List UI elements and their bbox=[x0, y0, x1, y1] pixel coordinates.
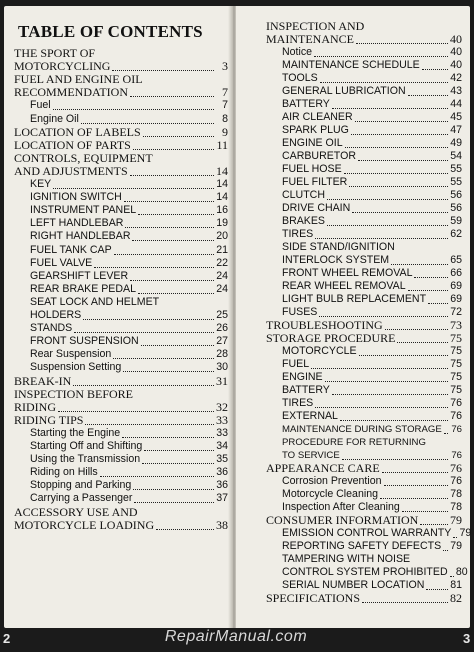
toc-entry-page: 72 bbox=[450, 306, 462, 318]
toc-entry-page: 33 bbox=[216, 412, 228, 427]
toc-entry[interactable] bbox=[30, 427, 228, 440]
dot-leader bbox=[332, 394, 448, 395]
dot-leader bbox=[420, 524, 448, 525]
toc-entry[interactable] bbox=[282, 150, 462, 163]
toc-entry-page: 7 bbox=[222, 85, 228, 100]
toc-entry-label: LOCATION OF LABELS bbox=[14, 124, 141, 139]
toc-entry-page: 76 bbox=[450, 410, 462, 422]
toc-entry-label: TROUBLESHOOTING bbox=[266, 318, 383, 332]
toc-entry[interactable] bbox=[282, 475, 462, 488]
toc-entry-label: Corrosion Prevention bbox=[282, 475, 382, 487]
dot-leader bbox=[402, 511, 448, 512]
toc-entry-page: 9 bbox=[222, 124, 228, 139]
toc-entry-label: Suspension Setting bbox=[30, 361, 122, 374]
dot-leader bbox=[359, 355, 448, 356]
toc-entry-line: ACCESSORY USE AND bbox=[14, 504, 138, 519]
toc-entry-page: 69 bbox=[450, 293, 462, 305]
toc-entry-page: 75 bbox=[450, 384, 462, 396]
dot-leader bbox=[391, 264, 448, 265]
toc-entry[interactable] bbox=[282, 267, 462, 280]
toc-entry-page: 44 bbox=[450, 98, 462, 110]
toc-entry-label: CARBURETOR bbox=[282, 150, 356, 162]
dot-leader bbox=[112, 70, 214, 71]
toc-entry-label: LEFT HANDLEBAR bbox=[30, 217, 124, 230]
toc-entry[interactable] bbox=[282, 137, 462, 150]
toc-entry-label: TIRES bbox=[282, 397, 314, 409]
toc-entry-page: 16 bbox=[216, 204, 228, 217]
toc-entry-page: 76 bbox=[451, 424, 462, 435]
toc-entry-label: CLUTCH bbox=[282, 189, 325, 201]
toc-entry[interactable] bbox=[282, 358, 462, 371]
dot-leader bbox=[453, 537, 457, 538]
dot-leader bbox=[113, 358, 214, 359]
toc-entry-page: 62 bbox=[450, 228, 462, 240]
dot-leader bbox=[122, 437, 214, 438]
toc-entry-page: 14 bbox=[216, 178, 228, 190]
dot-leader bbox=[73, 385, 214, 386]
toc-entry[interactable] bbox=[30, 230, 228, 243]
right-page-number: 3 bbox=[463, 631, 471, 646]
toc-title: TABLE OF CONTENTS bbox=[18, 22, 203, 41]
dot-leader bbox=[358, 160, 448, 161]
toc-entry-label: IGNITION SWITCH bbox=[30, 191, 122, 204]
toc-entry[interactable] bbox=[282, 46, 462, 59]
toc-entry[interactable] bbox=[282, 189, 462, 202]
dot-leader bbox=[311, 368, 448, 369]
toc-entry-line: SIDE STAND/IGNITION bbox=[282, 241, 395, 253]
toc-entry-page: 45 bbox=[450, 111, 462, 123]
toc-entry-page: 43 bbox=[450, 85, 462, 97]
toc-entry-page: 32 bbox=[216, 399, 228, 414]
toc-entry-label: BATTERY bbox=[282, 384, 330, 396]
dot-leader bbox=[156, 529, 214, 530]
toc-entry-page: 25 bbox=[216, 309, 228, 321]
toc-entry-label: FRONT WHEEL REMOVAL bbox=[282, 267, 413, 279]
toc-entry[interactable] bbox=[282, 540, 462, 553]
toc-entry[interactable] bbox=[282, 566, 468, 579]
toc-entry[interactable] bbox=[266, 332, 462, 345]
dot-leader bbox=[74, 332, 214, 333]
toc-entry[interactable] bbox=[282, 111, 462, 124]
toc-entry-page: 38 bbox=[216, 517, 228, 532]
toc-entry[interactable] bbox=[14, 126, 228, 139]
toc-entry[interactable] bbox=[282, 202, 462, 215]
dot-leader bbox=[422, 69, 448, 70]
toc-entry[interactable] bbox=[266, 592, 462, 605]
dot-leader bbox=[414, 277, 448, 278]
toc-entry[interactable] bbox=[14, 139, 228, 152]
toc-entry-page: 24 bbox=[216, 269, 228, 282]
left-page bbox=[4, 6, 232, 628]
toc-entry-page: 24 bbox=[216, 282, 228, 295]
dot-leader bbox=[138, 214, 214, 215]
dot-leader bbox=[132, 240, 214, 241]
dot-leader bbox=[53, 188, 214, 189]
toc-entry-page: 28 bbox=[216, 348, 228, 361]
toc-entry-label: INSTRUMENT PANEL bbox=[30, 204, 137, 217]
dot-leader bbox=[450, 576, 454, 577]
toc-entry-line: PROCEDURE FOR RETURNING bbox=[282, 437, 426, 448]
toc-entry[interactable] bbox=[30, 270, 228, 283]
toc-entry-label: EXTERNAL bbox=[282, 410, 338, 422]
dot-leader bbox=[332, 108, 448, 109]
dot-leader bbox=[133, 149, 214, 150]
toc-entry[interactable] bbox=[282, 410, 462, 423]
dot-leader bbox=[141, 345, 214, 346]
dot-leader bbox=[342, 459, 448, 460]
toc-entry-page: 55 bbox=[450, 163, 462, 175]
toc-entry-label: TO SERVICE bbox=[282, 450, 340, 461]
dot-leader bbox=[130, 96, 214, 97]
dot-leader bbox=[352, 212, 448, 213]
toc-entry[interactable] bbox=[282, 345, 462, 358]
toc-entry-label: RIDING TIPS bbox=[14, 412, 84, 427]
toc-entry-page: 37 bbox=[216, 492, 228, 505]
toc-entry-page: 80 bbox=[455, 566, 468, 578]
dot-leader bbox=[384, 485, 448, 486]
toc-entry-label: FUEL HOSE bbox=[282, 163, 342, 175]
toc-entry-label: BREAK-IN bbox=[14, 373, 72, 388]
toc-entry[interactable] bbox=[14, 401, 228, 414]
toc-entry[interactable] bbox=[30, 335, 228, 348]
toc-entry-label: SERIAL NUMBER LOCATION bbox=[282, 579, 425, 591]
toc-entry-line bbox=[282, 423, 462, 436]
toc-entry-label: BATTERY bbox=[282, 98, 330, 110]
toc-entry[interactable] bbox=[282, 124, 462, 137]
dot-leader bbox=[58, 411, 214, 412]
toc-entry-line: INSPECTION BEFORE bbox=[14, 386, 134, 401]
toc-entry-page: 56 bbox=[450, 189, 462, 201]
dot-leader bbox=[100, 476, 214, 477]
toc-entry-line: FUEL AND ENGINE OIL bbox=[14, 72, 143, 87]
toc-entry[interactable] bbox=[30, 322, 228, 335]
dot-leader bbox=[426, 589, 448, 590]
dot-leader bbox=[397, 342, 448, 343]
dot-leader bbox=[53, 109, 214, 110]
toc-entry-label: CONTROL SYSTEM PROHIBITED bbox=[282, 566, 448, 578]
toc-entry[interactable] bbox=[30, 479, 228, 492]
toc-entry[interactable] bbox=[30, 191, 228, 204]
toc-entry-page: 76 bbox=[450, 397, 462, 409]
toc-entry-line: INSPECTION AND bbox=[266, 19, 365, 33]
toc-entry-label: Fuel bbox=[30, 99, 51, 112]
dot-leader bbox=[142, 463, 214, 464]
toc-entry[interactable] bbox=[282, 527, 472, 540]
toc-entry-label: AIR CLEANER bbox=[282, 111, 353, 123]
toc-entry-label: REPORTING SAFETY DEFECTS bbox=[282, 540, 442, 552]
toc-entry-page: 31 bbox=[216, 373, 228, 388]
dot-leader bbox=[314, 56, 448, 57]
toc-entry-label: Notice bbox=[282, 46, 313, 58]
toc-entry-label: FRONT SUSPENSION bbox=[30, 335, 139, 348]
toc-entry-page: 49 bbox=[450, 137, 462, 149]
toc-entry-label: MOTORCYCLE LOADING bbox=[14, 517, 155, 532]
dot-leader bbox=[408, 95, 448, 96]
toc-entry-page: 69 bbox=[450, 280, 462, 292]
toc-entry-label: RECOMMENDATION bbox=[14, 85, 128, 100]
toc-entry-label: ENGINE bbox=[282, 371, 323, 383]
toc-entry-label: RIDING bbox=[14, 399, 56, 414]
dot-leader bbox=[349, 186, 448, 187]
dot-leader bbox=[315, 238, 448, 239]
dot-leader bbox=[124, 201, 214, 202]
toc-entry-label: GEARSHIFT LEVER bbox=[30, 269, 129, 282]
toc-entry-label: TOOLS bbox=[282, 72, 318, 84]
toc-entry-page: 76 bbox=[451, 450, 462, 461]
dot-leader bbox=[345, 147, 448, 148]
toc-entry-label: CONSUMER INFORMATION bbox=[266, 513, 419, 527]
toc-entry-label: SPECIFICATIONS bbox=[266, 591, 361, 605]
toc-entry-label: GENERAL LUBRICATION bbox=[282, 85, 406, 97]
toc-entry-page: 76 bbox=[450, 475, 462, 487]
dot-leader bbox=[114, 254, 214, 255]
toc-entry-line: THE SPORT OF bbox=[14, 46, 96, 60]
toc-entry-page: 75 bbox=[450, 358, 462, 370]
toc-entry-page: 75 bbox=[450, 345, 462, 357]
toc-entry-page: 65 bbox=[450, 254, 462, 266]
toc-entry-label: Using the Transmission bbox=[30, 453, 141, 466]
toc-entry[interactable] bbox=[282, 59, 462, 72]
toc-entry-label: BRAKES bbox=[282, 215, 325, 227]
toc-entry-label: DRIVE CHAIN bbox=[282, 202, 351, 214]
toc-entry-label: SPARK PLUG bbox=[282, 124, 349, 136]
toc-entry-label: INTERLOCK SYSTEM bbox=[282, 254, 390, 266]
toc-entry[interactable] bbox=[30, 178, 228, 191]
toc-entry-page: 21 bbox=[216, 243, 228, 256]
dot-leader bbox=[133, 489, 214, 490]
dot-leader bbox=[362, 602, 448, 603]
toc-entry-page: 79 bbox=[459, 527, 472, 539]
dot-leader bbox=[351, 134, 448, 135]
toc-entry-label: STANDS bbox=[30, 322, 73, 335]
toc-entry[interactable] bbox=[282, 228, 462, 241]
dot-leader bbox=[143, 136, 214, 137]
toc-entry-label: Engine Oil bbox=[30, 112, 79, 125]
toc-entry-label: HOLDERS bbox=[30, 309, 82, 321]
dot-leader bbox=[319, 316, 448, 317]
toc-entry[interactable] bbox=[14, 165, 228, 178]
toc-entry[interactable] bbox=[282, 98, 462, 111]
toc-entry[interactable] bbox=[30, 453, 228, 466]
toc-entry-label: EMISSION CONTROL WARRANTY bbox=[282, 527, 452, 539]
toc-entry[interactable] bbox=[282, 293, 462, 306]
toc-entry-page: 19 bbox=[216, 217, 228, 230]
dot-leader bbox=[408, 290, 448, 291]
toc-entry[interactable] bbox=[30, 361, 228, 374]
toc-entry-label: REAR BRAKE PEDAL bbox=[30, 282, 136, 295]
dot-leader bbox=[144, 450, 214, 451]
dot-leader bbox=[380, 498, 448, 499]
dot-leader bbox=[444, 433, 448, 434]
toc-entry-page: 78 bbox=[450, 488, 462, 500]
dot-leader bbox=[138, 293, 214, 294]
toc-entry-page: 22 bbox=[216, 256, 228, 269]
dot-leader bbox=[428, 303, 448, 304]
toc-entry-page: 36 bbox=[216, 479, 228, 492]
toc-entry-label: RIGHT HANDLEBAR bbox=[30, 230, 131, 243]
toc-entry-label: Carrying a Passenger bbox=[30, 492, 133, 505]
dot-leader bbox=[130, 280, 214, 281]
toc-entry[interactable] bbox=[282, 371, 462, 384]
toc-entry[interactable] bbox=[14, 414, 228, 427]
watermark: RepairManual.com bbox=[164, 628, 308, 645]
toc-entry-label: ENGINE OIL bbox=[282, 137, 343, 149]
toc-entry-page: 14 bbox=[216, 163, 228, 178]
toc-entry[interactable] bbox=[266, 33, 462, 46]
toc-entry[interactable] bbox=[14, 86, 228, 99]
toc-entry-label: LOCATION OF PARTS bbox=[14, 137, 131, 152]
toc-entry-label: FUSES bbox=[282, 306, 318, 318]
dot-leader bbox=[382, 472, 448, 473]
dot-leader bbox=[355, 121, 448, 122]
toc-entry-page: 54 bbox=[450, 150, 462, 162]
toc-entry[interactable] bbox=[282, 254, 462, 267]
toc-entry[interactable] bbox=[266, 514, 462, 527]
toc-entry-page: 8 bbox=[222, 112, 228, 125]
dot-leader bbox=[94, 267, 214, 268]
dot-leader bbox=[83, 319, 214, 320]
toc-entry-page: 30 bbox=[216, 361, 228, 374]
toc-entry-page: 81 bbox=[450, 579, 462, 591]
dot-leader bbox=[130, 175, 214, 176]
toc-entry-page: 27 bbox=[216, 335, 228, 348]
toc-entry-label: Motorcycle Cleaning bbox=[282, 488, 378, 500]
toc-entry-label: STORAGE PROCEDURE bbox=[266, 331, 396, 345]
toc-entry-page: 75 bbox=[450, 371, 462, 383]
toc-entry-label: MOTORCYCLING bbox=[14, 59, 111, 74]
toc-entry-page: 75 bbox=[450, 331, 462, 345]
dot-leader bbox=[344, 173, 448, 174]
toc-entry[interactable] bbox=[282, 280, 462, 293]
toc-entry[interactable] bbox=[30, 257, 228, 270]
toc-entry[interactable] bbox=[282, 384, 462, 397]
toc-entry-label: FUEL bbox=[282, 358, 310, 370]
toc-entry-page: 42 bbox=[450, 72, 462, 84]
toc-entry[interactable] bbox=[282, 488, 462, 501]
toc-entry-label: LIGHT BULB REPLACEMENT bbox=[282, 293, 427, 305]
toc-entry-page: 79 bbox=[450, 513, 462, 527]
dot-leader bbox=[385, 329, 448, 330]
toc-entry-line: SEAT LOCK AND HELMET bbox=[30, 295, 160, 308]
toc-entry-line: CONTROLS, EQUIPMENT bbox=[14, 150, 153, 165]
left-page-number: 2 bbox=[3, 631, 11, 646]
dot-leader bbox=[123, 371, 214, 372]
toc-entry[interactable] bbox=[30, 440, 228, 453]
toc-entry[interactable] bbox=[30, 113, 228, 126]
toc-entry-page: 47 bbox=[450, 124, 462, 136]
toc-entry[interactable] bbox=[14, 60, 228, 73]
toc-entry-page: 26 bbox=[216, 322, 228, 335]
toc-entry-label: KEY bbox=[30, 178, 52, 190]
toc-entry-label: Inspection After Cleaning bbox=[282, 501, 400, 513]
toc-entry-label: Starting Off and Shifting bbox=[30, 440, 143, 452]
toc-entry-page: 82 bbox=[450, 591, 462, 605]
toc-entry[interactable] bbox=[282, 163, 462, 176]
toc-entry[interactable] bbox=[30, 466, 228, 479]
toc-entry-label: MAINTENANCE bbox=[266, 32, 354, 46]
toc-entry-label: Riding on Hills bbox=[30, 466, 98, 479]
toc-entry-page: 66 bbox=[450, 267, 462, 279]
toc-entry[interactable] bbox=[14, 519, 228, 532]
dot-leader bbox=[315, 407, 448, 408]
toc-entry-label: FUEL FILTER bbox=[282, 176, 348, 188]
toc-entry[interactable] bbox=[30, 309, 228, 322]
toc-entry[interactable] bbox=[30, 348, 228, 361]
toc-entry-line: TAMPERING WITH NOISE bbox=[282, 553, 411, 565]
dot-leader bbox=[125, 227, 214, 228]
toc-entry-page: 76 bbox=[450, 461, 462, 475]
toc-entry-label: Starting the Engine bbox=[30, 426, 121, 439]
toc-entry[interactable] bbox=[30, 217, 228, 230]
toc-entry-page: 40 bbox=[450, 32, 462, 46]
toc-entry[interactable] bbox=[282, 72, 462, 85]
toc-entry-page: 35 bbox=[216, 453, 228, 466]
dot-leader bbox=[443, 550, 448, 551]
toc-entry-label: MOTORCYCLE bbox=[282, 345, 357, 357]
toc-entry[interactable] bbox=[282, 397, 462, 410]
toc-entry-page: 7 bbox=[222, 99, 228, 112]
toc-entry[interactable] bbox=[282, 215, 462, 228]
toc-entry-label: MAINTENANCE SCHEDULE bbox=[282, 59, 420, 71]
toc-entry-label: FUEL VALVE bbox=[30, 256, 93, 269]
toc-entry[interactable] bbox=[30, 244, 228, 257]
toc-entry-label: TIRES bbox=[282, 228, 314, 240]
dot-leader bbox=[320, 82, 448, 83]
toc-entry-page: 40 bbox=[450, 59, 462, 71]
dot-leader bbox=[325, 381, 448, 382]
dot-leader bbox=[327, 199, 448, 200]
toc-entry-page: 59 bbox=[450, 215, 462, 227]
toc-entry[interactable] bbox=[30, 204, 228, 217]
toc-entry-label: APPEARANCE CARE bbox=[266, 461, 380, 475]
toc-entry-label: MAINTENANCE DURING STORAGE bbox=[282, 424, 442, 435]
toc-entry[interactable] bbox=[30, 99, 228, 112]
toc-entry-page: 11 bbox=[216, 137, 228, 152]
toc-entry[interactable] bbox=[30, 283, 228, 296]
toc-entry-page: 79 bbox=[450, 540, 462, 552]
toc-entry[interactable] bbox=[282, 85, 462, 98]
toc-entry-page: 14 bbox=[216, 191, 228, 204]
dot-leader bbox=[81, 123, 214, 124]
dot-leader bbox=[356, 43, 448, 44]
toc-entry-label: FUEL TANK CAP bbox=[30, 243, 112, 256]
dot-leader bbox=[85, 424, 214, 425]
toc-entry-page: 33 bbox=[216, 426, 228, 439]
toc-entry-page: 20 bbox=[216, 230, 228, 243]
dot-leader bbox=[134, 502, 214, 503]
dot-leader bbox=[340, 420, 448, 421]
toc-entry-page: 40 bbox=[450, 46, 462, 58]
dot-leader bbox=[327, 225, 448, 226]
right-page bbox=[236, 6, 470, 628]
toc-entry[interactable] bbox=[266, 462, 462, 475]
toc-entry-label: AND ADJUSTMENTS bbox=[14, 163, 128, 178]
toc-entry-page: 3 bbox=[222, 59, 228, 74]
toc-entry-page: 73 bbox=[450, 318, 462, 332]
toc-entry-page: 78 bbox=[450, 501, 462, 513]
toc-entry[interactable] bbox=[282, 176, 462, 189]
toc-entry-label: REAR WHEEL REMOVAL bbox=[282, 280, 406, 292]
toc-entry[interactable] bbox=[30, 492, 228, 505]
toc-entry-page: 56 bbox=[450, 202, 462, 214]
toc-entry-page: 36 bbox=[216, 466, 228, 479]
toc-entry-label: Rear Suspension bbox=[30, 348, 112, 361]
toc-entry-page: 55 bbox=[450, 176, 462, 188]
toc-entry[interactable] bbox=[14, 375, 228, 388]
toc-entry-page: 34 bbox=[216, 440, 228, 452]
toc-entry-label: Stopping and Parking bbox=[30, 479, 132, 492]
